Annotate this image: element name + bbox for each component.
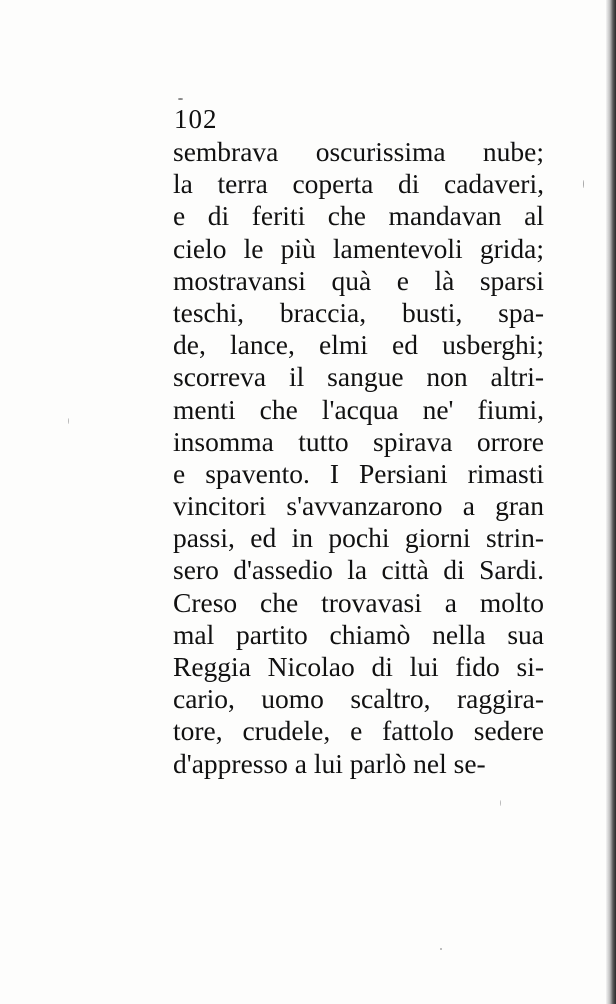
text-line: menti che l'acqua ne' fiumi, <box>173 393 544 425</box>
text-line: mostravansi quà e là sparsi <box>173 264 544 296</box>
text-line: Reggia Nicolao di lui fido si- <box>173 651 544 682</box>
text-line: vincitori s'avvanzarono a gran <box>173 490 544 522</box>
text-line: e spavento. I Persiani rimasti <box>173 457 544 489</box>
text-line: tore, crudele, e fattolo sedere <box>173 715 544 747</box>
text-line: la terra coperta di cadaveri, <box>173 168 544 200</box>
text-line: sembrava oscurissima nube; <box>173 136 544 167</box>
text-line: sero d'assedio la città di Sardi. <box>173 554 544 586</box>
paper-speck <box>500 800 501 806</box>
paper-speck <box>440 948 442 950</box>
text-line: insomma tutto spirava orrore <box>173 425 544 457</box>
body-text <box>173 136 544 780</box>
text-line: mal partito chiamò nella sua <box>173 618 544 650</box>
text-line: passi, ed in pochi giorni strin- <box>173 522 544 554</box>
paper-speck <box>178 98 183 100</box>
text-line: Creso che trovavasi a molto <box>173 586 544 618</box>
text-line: teschi, braccia, busti, spa- <box>173 296 544 328</box>
page-number: 102 <box>174 104 218 134</box>
paper-speck <box>583 180 584 188</box>
text-line: e di feriti che mandavan al <box>173 200 544 232</box>
text-line: cielo le più lamentevoli grida; <box>173 232 544 264</box>
text-line: scorreva il sangue non altri- <box>173 361 544 393</box>
text-line: d'appresso a lui parlò nel se- <box>173 747 486 779</box>
paper-speck <box>68 418 69 424</box>
text-line: de, lance, elmi ed usberghi; <box>173 329 544 361</box>
page-edge-shadow <box>606 0 616 1004</box>
text-line: cario, uomo scaltro, raggira- <box>173 683 544 715</box>
